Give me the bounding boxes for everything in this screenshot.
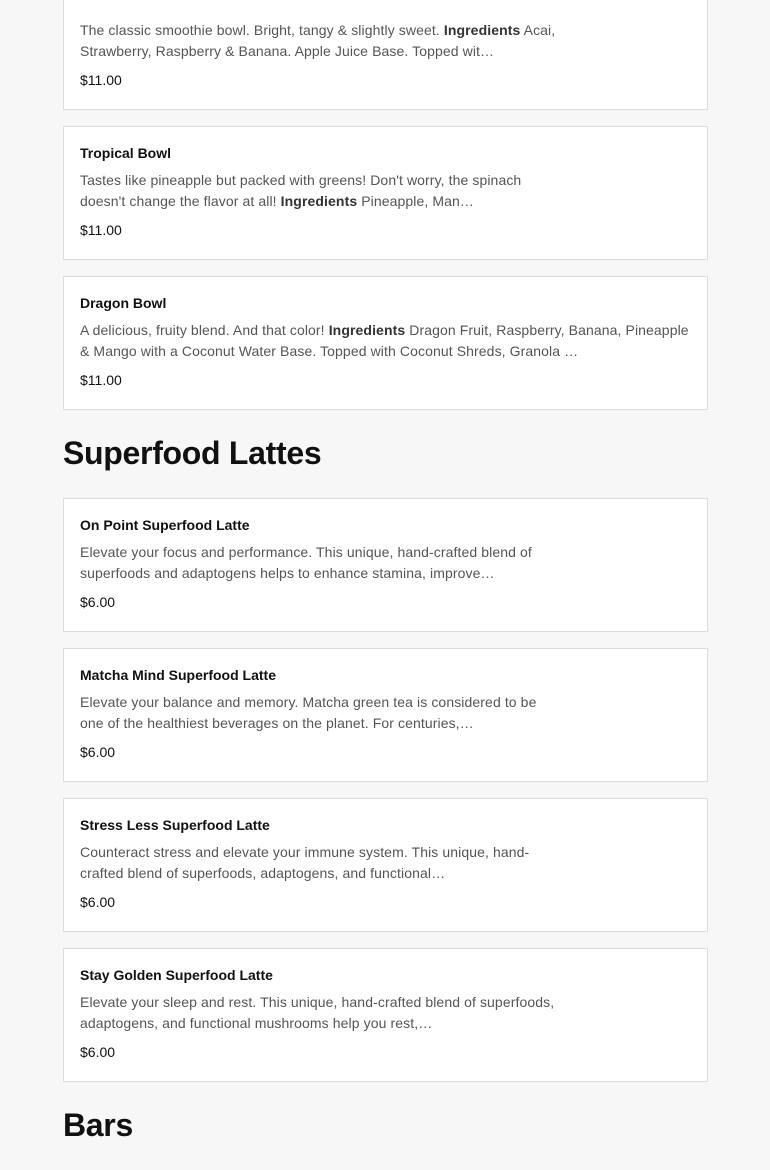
section-title-bars: Bars [63,1107,133,1143]
menu-item-name: Matcha Mind Superfood Latte [80,667,276,683]
menu-item-name [80,0,691,13]
menu-item-description: A delicious, fruity blend. And that color! Ingredients Dragon Fruit, Raspberry, Banana, Pineapple & Mango with a Coconut Water Base. Topped with Coconut Shreds, Granola … [80,322,689,359]
menu-item-description: Elevate your balance and memory. Matcha green tea is considered to be one of the healthiest beverages on the planet. For centuries,… [80,694,537,731]
section-title-superfood-lattes: Superfood Lattes [63,435,322,471]
menu-item-card[interactable] [63,648,708,782]
menu-item-description: The classic smoothie bowl. Bright, tangy & slightly sweet. Ingredients Acai, Strawberry, Raspberry & Banana. Apple Juice Base. Topped wit… [80,22,556,59]
menu-item-card[interactable] [63,126,708,260]
menu-item-price: $11.00 [80,222,122,238]
menu-item-name: On Point Superfood Latte [80,517,250,533]
menu-item-description: Counteract stress and elevate your immune system. This unique, hand-crafted blend of superfoods, adaptogens, and functional… [80,844,530,881]
menu-item-name: Tropical Bowl [80,145,172,161]
menu-item-card[interactable] [63,798,708,932]
menu-item-card[interactable] [63,276,708,410]
menu-item-description: Elevate your focus and performance. This unique, hand-crafted blend of superfoods and adaptogens helps to enhance stamina, improve… [80,544,532,581]
menu-item-price: $6.00 [80,1044,116,1060]
menu-item-card[interactable] [63,498,708,632]
menu-item-price: $6.00 [80,594,116,610]
menu-item-card[interactable] [63,948,708,1082]
menu-item-description: Elevate your sleep and rest. This unique, hand-crafted blend of superfoods, adaptogens, and functional mushrooms help you rest,… [80,994,555,1031]
menu-item-name: Stay Golden Superfood Latte [80,967,273,983]
menu-item-price: $6.00 [80,744,116,760]
menu-item-card[interactable] [63,0,708,110]
menu-item-description: Tastes like pineapple but packed with greens! Don't worry, the spinach doesn't change the flavor at all! Ingredients Pineapple, Man… [80,172,522,209]
menu-item-name: Stress Less Superfood Latte [80,817,270,833]
menu-item-name: Dragon Bowl [80,295,167,311]
menu-item-price: $11.00 [80,372,122,388]
menu-page [63,0,708,1170]
menu-item-price: $11.00 [80,72,122,88]
menu-item-price: $6.00 [80,894,116,910]
